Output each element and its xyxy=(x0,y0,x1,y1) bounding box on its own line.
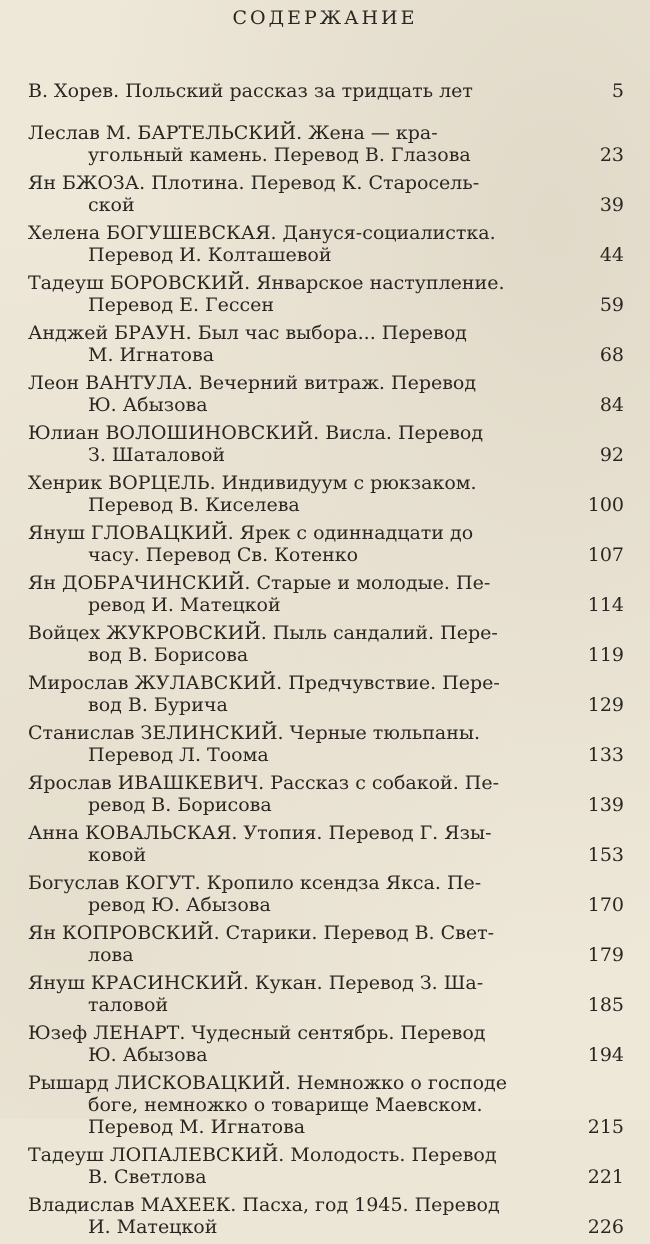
toc-entry-line: угольный камень. Перевод В. Глазова xyxy=(88,144,471,166)
toc-entry-line: Леслав М. БАРТЕЛЬСКИЙ. Жена — кра- xyxy=(28,122,438,144)
toc-page-number: 221 xyxy=(587,1166,624,1188)
toc-entry-line: Ю. Абызова xyxy=(88,1044,208,1066)
toc-entry-line: Юлиан ВОЛОШИНОВСКИЙ. Висла. Перевод xyxy=(28,422,484,444)
toc-entry-line: Мирослав ЖУЛАВСКИЙ. Предчувствие. Пере- xyxy=(28,672,500,694)
toc-page-number: 179 xyxy=(587,944,624,966)
toc-page-number: 100 xyxy=(587,494,624,516)
toc-entry xyxy=(28,172,632,216)
toc-entry-line: вод В. Борисова xyxy=(88,644,249,666)
toc-entry xyxy=(28,1022,632,1066)
toc-entry-line: Ярослав ИВАШКЕВИЧ. Рассказ с собакой. Пе- xyxy=(28,772,500,794)
toc-entry-line: Анна КОВАЛЬСКАЯ. Утопия. Перевод Г. Язы- xyxy=(28,822,492,844)
toc-page-number: 139 xyxy=(587,794,624,816)
toc-entry-line: Леон ВАНТУЛА. Вечерний витраж. Перевод xyxy=(28,372,477,394)
toc-entry-line: В. Светлова xyxy=(88,1166,207,1188)
toc-entry-line: М. Игнатова xyxy=(88,344,215,366)
toc-page-number: 215 xyxy=(587,1116,624,1138)
toc-entry xyxy=(28,872,632,916)
toc-entry-line: Перевод М. Игнатова xyxy=(88,1116,306,1138)
toc-entry-line: Владислав МАХЕЕК. Пасха, год 1945. Перевод xyxy=(28,1194,500,1216)
toc-page-number: 129 xyxy=(587,694,624,716)
toc-entry xyxy=(28,472,632,516)
toc-page-number: 44 xyxy=(599,244,624,266)
toc-entry xyxy=(28,372,632,416)
toc-entry-line: Юзеф ЛЕНАРТ. Чудесный сентябрь. Перевод xyxy=(28,1022,486,1044)
toc-entry-line: Перевод В. Киселева xyxy=(88,494,300,516)
toc-page-number: 133 xyxy=(587,744,624,766)
toc-entry-line: Анджей БРАУН. Был час выбора... Перевод xyxy=(28,322,467,344)
toc-page-number: 185 xyxy=(587,994,624,1016)
toc-entry-line: Тадеуш ЛОПАЛЕВСКИЙ. Молодость. Перевод xyxy=(28,1144,497,1166)
toc-entry xyxy=(28,922,632,966)
toc-entry-line: Хенрик ВОРЦЕЛЬ. Индивидуум с рюкзаком. xyxy=(28,472,477,494)
toc-entry xyxy=(28,772,632,816)
toc-page-number: 114 xyxy=(587,594,624,616)
toc-page-number: 92 xyxy=(599,444,624,466)
toc-entry-line: ревод Ю. Абызова xyxy=(88,894,271,916)
toc-entry-line: Януш КРАСИНСКИЙ. Кукан. Перевод З. Ша- xyxy=(28,972,484,994)
toc-page-number: 194 xyxy=(587,1044,624,1066)
toc-entry xyxy=(28,822,632,866)
toc-entry-line: Януш ГЛОВАЦКИЙ. Ярек с одиннадцати до xyxy=(28,522,474,544)
toc-page-number: 68 xyxy=(599,344,624,366)
table-of-contents xyxy=(28,80,632,1244)
toc-entry-line: Ю. Абызова xyxy=(88,394,208,416)
toc-entry-line: Ян БЖОЗА. Плотина. Перевод К. Старосель- xyxy=(28,172,480,194)
toc-entry-line: Перевод Е. Гессен xyxy=(88,294,275,316)
toc-entry-line: Хелена БОГУШЕВСКАЯ. Дануся-социалистка. xyxy=(28,222,496,244)
toc-entry-line: Перевод Л. Тоома xyxy=(88,744,269,766)
toc-entry xyxy=(28,422,632,466)
toc-entry xyxy=(28,222,632,266)
toc-entry xyxy=(28,672,632,716)
toc-entry xyxy=(28,522,632,566)
toc-entry-line: Тадеуш БОРОВСКИЙ. Январское наступление. xyxy=(28,272,505,294)
toc-entry xyxy=(28,572,632,616)
toc-entry xyxy=(28,1072,632,1138)
toc-entry xyxy=(28,722,632,766)
toc-entry-line: Ян КОПРОВСКИЙ. Старики. Перевод В. Свет- xyxy=(28,922,495,944)
toc-entry-line: З. Шаталовой xyxy=(88,444,226,466)
toc-entry xyxy=(28,622,632,666)
toc-entry-line: ревод В. Борисова xyxy=(88,794,272,816)
toc-entry-line: ковой xyxy=(88,844,147,866)
toc-entry-line: лова xyxy=(88,944,134,966)
toc-entry-line: И. Матецкой xyxy=(88,1216,218,1238)
toc-page-number: 84 xyxy=(599,394,624,416)
toc-entry-line: Станислав ЗЕЛИНСКИЙ. Черные тюльпаны. xyxy=(28,722,481,744)
toc-entry-line: Богуслав КОГУТ. Кропило ксендза Якса. Пе- xyxy=(28,872,482,894)
toc-entry-line: таловой xyxy=(88,994,169,1016)
toc-page-number: 226 xyxy=(587,1216,624,1238)
toc-page-number: 170 xyxy=(587,894,624,916)
toc-entry-line: ревод И. Матецкой xyxy=(88,594,281,616)
toc-entry xyxy=(28,1194,632,1238)
toc-page-number: 23 xyxy=(599,144,624,166)
toc-page-number: 153 xyxy=(587,844,624,866)
toc-entry-line: часу. Перевод Св. Котенко xyxy=(88,544,359,566)
toc-entry-line: вод В. Бурича xyxy=(88,694,228,716)
toc-page-number: 5 xyxy=(611,80,624,102)
toc-entry-line: В. Хорев. Польский рассказ за тридцать лет xyxy=(28,80,473,102)
toc-entry-line: Рышард ЛИСКОВАЦКИЙ. Немножко о господе xyxy=(28,1072,507,1094)
toc-page-number: 107 xyxy=(587,544,624,566)
toc-entry xyxy=(28,972,632,1016)
page-title: СОДЕРЖАНИЕ xyxy=(232,7,418,29)
toc-entry-line: Ян ДОБРАЧИНСКИЙ. Старые и молодые. Пе- xyxy=(28,572,491,594)
toc-entry xyxy=(28,322,632,366)
toc-entry xyxy=(28,122,632,166)
toc-entry-line: Перевод И. Колташевой xyxy=(88,244,332,266)
toc-entry-line: боге, немножко о товарище Маевском. xyxy=(88,1094,483,1116)
toc-entry xyxy=(28,80,632,102)
toc-page-number: 59 xyxy=(599,294,624,316)
toc-page-number: 39 xyxy=(599,194,624,216)
toc-page-number: 119 xyxy=(587,644,624,666)
toc-entry-line: Войцех ЖУКРОВСКИЙ. Пыль сандалий. Пере- xyxy=(28,622,498,644)
toc-entry xyxy=(28,1144,632,1188)
toc-entry-line: ской xyxy=(88,194,135,216)
toc-entry xyxy=(28,272,632,316)
